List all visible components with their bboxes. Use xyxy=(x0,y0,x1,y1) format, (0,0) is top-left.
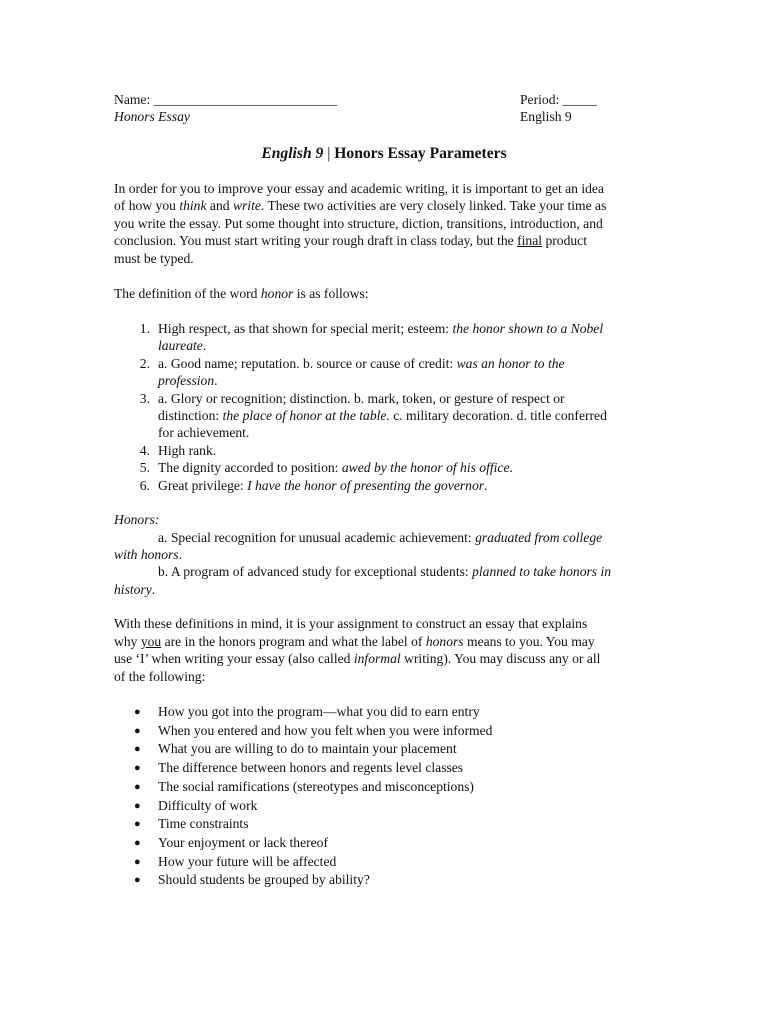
topic-list-item: Difficulty of work xyxy=(158,798,258,813)
assignment-text: are in the honors program and what the label of xyxy=(161,634,426,649)
intro-emphasis-final: final xyxy=(517,233,543,248)
honors-text: a. Special recognition for unusual academic achievement: xyxy=(158,530,476,545)
definition-example: the place of honor at the table. xyxy=(222,408,390,423)
bullet-icon: ● xyxy=(134,800,141,812)
honors-example: graduated from college xyxy=(475,530,603,545)
definition-example: laureate xyxy=(158,338,203,353)
definition-number: 4. xyxy=(139,443,150,458)
topic-list-item: The social ramifications (stereotypes and misconceptions) xyxy=(158,779,474,794)
assignment-line-3 xyxy=(114,650,600,668)
period-blank: _____ xyxy=(562,92,597,107)
definition-item-5 xyxy=(158,459,513,477)
assignment-text: use ‘I’ when writing your essay (also called xyxy=(114,651,354,666)
definition-text: . xyxy=(214,373,218,388)
honors-label: Honors: xyxy=(114,512,160,527)
topic-list-item: Should students be grouped by ability? xyxy=(158,872,370,887)
topic-list-item: How your future will be affected xyxy=(158,854,337,869)
intro-emphasis-think: think xyxy=(179,198,207,213)
honors-text: b. A program of advanced study for exceptional students: xyxy=(158,564,473,579)
honors-def-a xyxy=(158,529,602,547)
intro-line-5: must be typed. xyxy=(114,251,194,266)
honors-def-b-cont xyxy=(114,581,155,599)
intro-text: and xyxy=(206,198,233,213)
definition-text: c. military decoration. d. title conferred xyxy=(389,408,607,423)
bullet-icon: ● xyxy=(134,706,141,718)
name-field xyxy=(114,91,337,109)
page-title xyxy=(0,145,768,163)
honors-text: . xyxy=(178,547,182,562)
topic-list-item: Time constraints xyxy=(158,816,249,831)
definition-example: I have the honor of presenting the governor xyxy=(247,478,485,493)
definition-number: 1. xyxy=(139,321,150,336)
assignment-line-4: of the following: xyxy=(114,669,206,684)
bullet-icon: ● xyxy=(134,856,141,868)
topic-list-item: How you got into the program—what you did to earn entry xyxy=(158,704,480,719)
honors-def-b xyxy=(158,563,611,581)
intro-line-1: In order for you to improve your essay and academic writing, it is important to get an idea xyxy=(114,181,604,196)
definition-intro xyxy=(114,285,369,303)
definition-text: The dignity accorded to position: xyxy=(158,460,342,475)
intro-text: . These two activities are very closely linked. Take your time as xyxy=(260,198,607,213)
assignment-text: writing). You may discuss any or all xyxy=(400,651,601,666)
bullet-icon: ● xyxy=(134,818,141,830)
name-blank: ___________________________ xyxy=(153,92,338,107)
definition-text: . xyxy=(202,338,207,353)
bullet-icon: ● xyxy=(134,781,141,793)
definition-example: was an honor to the xyxy=(456,356,565,371)
honors-example: history xyxy=(114,582,152,597)
assignment-emphasis-you: you xyxy=(140,634,162,649)
honors-example: with honors xyxy=(114,547,179,562)
definition-item-2 xyxy=(158,355,565,373)
definition-item-6 xyxy=(158,477,487,495)
definition-intro-word: honor xyxy=(260,286,294,301)
definition-item-2-cont xyxy=(158,372,218,390)
definition-text: distinction: xyxy=(158,408,223,423)
definition-text: a. Good name; reputation. b. source or cause of credit: xyxy=(158,356,457,371)
bullet-icon: ● xyxy=(134,762,141,774)
bullet-icon: ● xyxy=(134,743,141,755)
assignment-emphasis-honors: honors xyxy=(425,634,464,649)
intro-line-2 xyxy=(114,197,606,215)
intro-text: of how you xyxy=(114,198,180,213)
header-left-subtitle: Honors Essay xyxy=(114,109,190,124)
definition-item-1-cont xyxy=(158,337,206,355)
intro-line-3: you write the essay. Put some thought into structure, diction, transitions, introduction, and xyxy=(114,216,603,231)
honors-def-a-cont xyxy=(114,546,182,564)
assignment-emphasis-informal: informal xyxy=(353,651,401,666)
intro-text: conclusion. You must start writing your rough draft in class today, but the xyxy=(114,233,518,248)
bullet-icon: ● xyxy=(134,874,141,886)
topic-list-item: The difference between honors and regents level classes xyxy=(158,760,464,775)
definition-item-3-cont2: for achievement. xyxy=(158,425,250,440)
definition-example: awed by the honor of his office xyxy=(341,460,510,475)
definition-example: the honor shown to a Nobel xyxy=(452,321,604,336)
definition-text: Great privilege: xyxy=(158,478,248,493)
assignment-line-1: With these definitions in mind, it is your assignment to construct an essay that explains xyxy=(114,616,588,631)
title-main: Honors Essay Parameters xyxy=(334,145,507,162)
definition-number: 2. xyxy=(139,356,150,371)
bullet-icon: ● xyxy=(134,837,141,849)
header-right-subtitle: English 9 xyxy=(520,109,572,124)
definition-text: . xyxy=(484,478,488,493)
definition-intro-text: is as follows: xyxy=(293,286,369,301)
topic-list-item: When you entered and how you felt when you were informed xyxy=(158,723,493,738)
definition-number: 6. xyxy=(139,478,150,493)
definition-text: High respect, as that shown for special merit; esteem: xyxy=(158,321,453,336)
title-separator: | xyxy=(323,145,335,162)
intro-text: product xyxy=(542,233,587,248)
definition-item-3-cont xyxy=(158,407,607,425)
bullet-icon: ● xyxy=(134,725,141,737)
definition-number: 3. xyxy=(139,391,150,406)
honors-example: planned to take honors in xyxy=(472,564,612,579)
intro-line-4 xyxy=(114,232,587,250)
assignment-text: why xyxy=(114,634,141,649)
definition-item-4: High rank. xyxy=(158,443,217,458)
definition-intro-text: The definition of the word xyxy=(114,286,261,301)
topic-list-item: What you are willing to do to maintain your placement xyxy=(158,741,457,756)
topic-list-item: Your enjoyment or lack thereof xyxy=(158,835,329,850)
honors-text: . xyxy=(151,582,156,597)
title-course: English 9 xyxy=(261,145,324,162)
definition-example: profession xyxy=(158,373,215,388)
assignment-line-2 xyxy=(114,633,595,651)
name-label: Name: xyxy=(114,92,151,107)
assignment-text: means to you. You may xyxy=(463,634,595,649)
period-label: Period: xyxy=(520,92,560,107)
intro-emphasis-write: write xyxy=(232,198,261,213)
definition-text: . xyxy=(509,460,513,475)
definition-item-1 xyxy=(158,320,603,338)
period-field xyxy=(520,91,597,109)
definition-number: 5. xyxy=(139,460,150,475)
definition-item-3: a. Glory or recognition; distinction. b. mark, token, or gesture of respect or xyxy=(158,391,565,406)
